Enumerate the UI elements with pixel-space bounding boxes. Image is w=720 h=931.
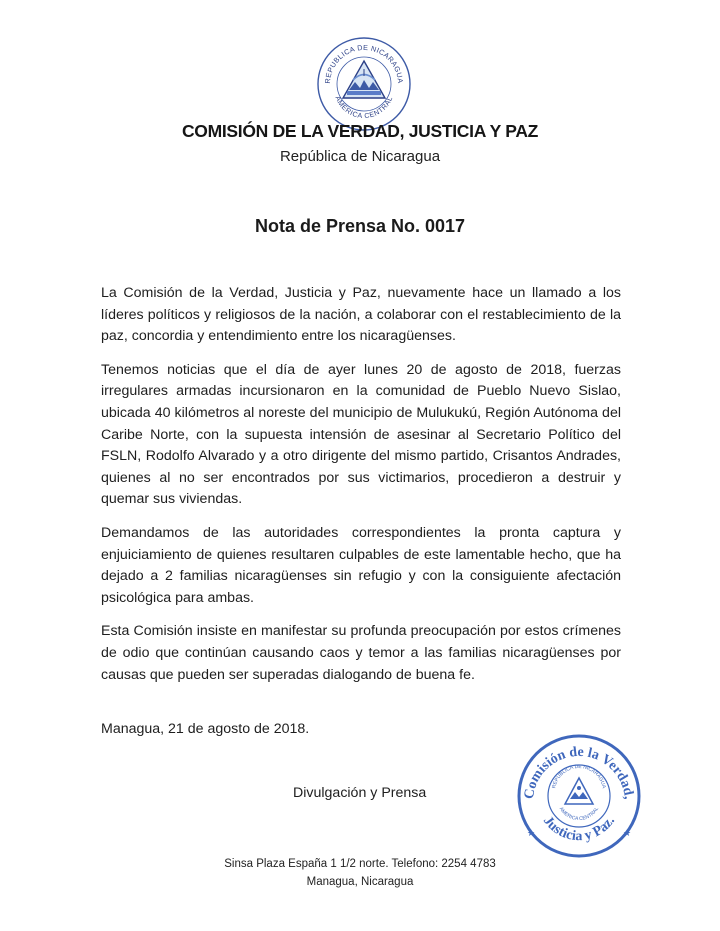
footer-address-line: Sinsa Plaza España 1 1/2 norte. Telefono: 2254 4783 xyxy=(224,858,496,870)
svg-text:AMERICA CENTRAL xyxy=(558,806,601,822)
document-body xyxy=(101,283,621,698)
star-icon: ★ xyxy=(623,829,632,839)
body-paragraph: La Comisión de la Verdad, Justicia y Paz, nuevamente hace un llamado a los líderes políticos y religiosos de la nación, a colaborar con el restablecimiento de la paz, concordia y entendimiento entre los nicaragüenses. xyxy=(101,285,621,345)
commission-stamp xyxy=(515,732,643,860)
seal-text-lower: AMERICA CENTRAL xyxy=(333,95,395,121)
organization-country: República de Nicaragua xyxy=(279,148,441,165)
body-paragraph: Demandamos de las autoridades correspondientes la pronta captura y enjuiciamiento de quienes resultaren culpables de este lamentable hecho, que ha dejado a 2 familias nicaragüenses sin refugio y con la consiguiente afectación psicológica para ambas. xyxy=(101,524,621,606)
stamp-text-top: Comisión de la Verdad, xyxy=(521,744,636,801)
stamp-text-bottom: Justicia y Paz. xyxy=(539,813,619,845)
organization-name: COMISIÓN DE LA VERDAD, JUSTICIA Y PAZ xyxy=(181,121,539,141)
footer-address xyxy=(160,855,560,891)
seal-text-upper: REPUBLICA DE NICARAGUA xyxy=(322,42,406,84)
body-paragraph: Tenemos noticias que el día de ayer lunes 20 de agosto de 2018, fuerzas irregulares armadas incursionaron en la comunidad de Pueblo Nuevo Sislao, ubicada 40 kilómetros al noreste del municipio de Mulukukú, Región Autónoma del Caribe Norte, con la supuesta intensión de asesinar al Secretario Político del FSLN, Rodolfo Alvarado y a otro dirigente del mismo partido, Crisantos Andrades, quienes al no ser encontrados por sus victimarios, procedieron a destruir y quemar sus viviendas. xyxy=(101,361,621,508)
star-icon: ★ xyxy=(527,829,536,839)
document-title: Nota de Prensa No. 0017 xyxy=(254,216,466,236)
body-paragraph: Esta Comisión insiste en manifestar su profunda preocupación por estos crímenes de odio que continúan causando caos y temor a las familias nicaragüenses por causas que pueden ser superadas dialogando de buena fe. xyxy=(101,623,621,683)
triangle-emblem-icon xyxy=(343,61,385,98)
footer-city-line: Managua, Nicaragua xyxy=(306,876,414,888)
stamp-triangle-icon xyxy=(565,778,593,804)
date-line: Managua, 21 de agosto de 2018. xyxy=(101,721,310,737)
signature-department: Divulgación y Prensa xyxy=(293,785,427,801)
coat-of-arms-seal xyxy=(316,36,412,132)
stamp-inner-bottom: AMERICA CENTRAL xyxy=(557,806,601,823)
svg-text:AMERICA CENTRAL xyxy=(334,95,395,120)
stamp-inner-top: REPUBLICA DE NICARAGUA xyxy=(551,763,607,789)
